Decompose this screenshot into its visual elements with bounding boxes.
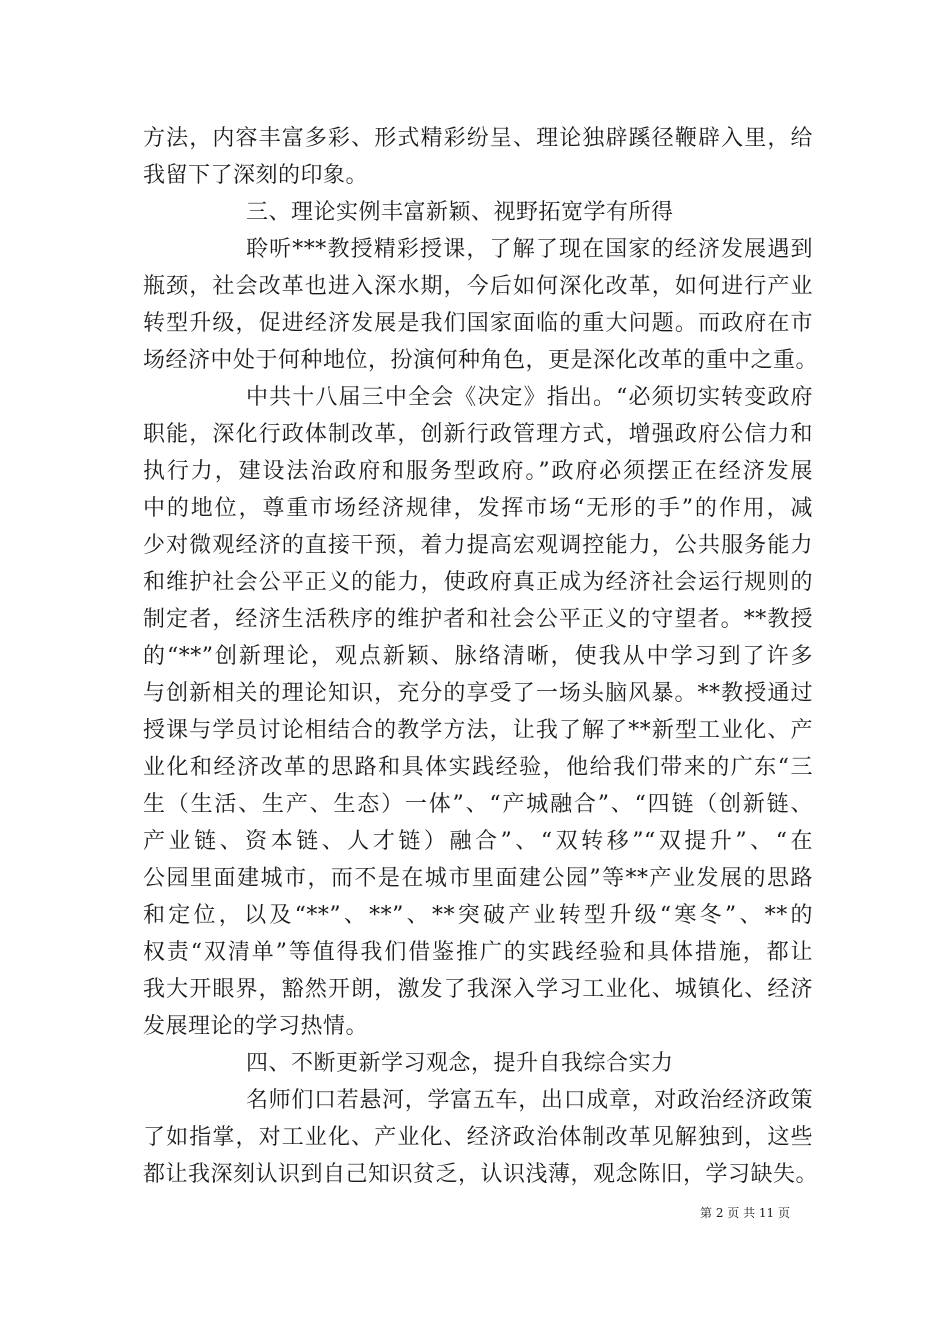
text-line: 我留下了深刻的印象。 bbox=[143, 163, 369, 188]
text-line: 少对微观经济的直接干预，着力提高宏观调控能力，公共服务能力 bbox=[143, 533, 813, 558]
text-line: 权责“双清单”等值得我们借鉴推广的实践经验和具体措施，都让 bbox=[143, 940, 813, 965]
text-line: 和维护社会公平正义的能力，使政府真正成为经济社会运行规则的 bbox=[143, 570, 813, 595]
text-line: 的“**”创新理论，观点新颖、脉络清晰，使我从中学习到了许多 bbox=[143, 644, 813, 669]
text-line: 我大开眼界，豁然开朗，激发了我深入学习工业化、城镇化、经济 bbox=[143, 977, 813, 1002]
text-line: 产业链、资本链、人才链）融合”、“双转移”“双提升”、“在 bbox=[143, 829, 813, 854]
text-line: 授课与学员讨论相结合的教学方法，让我了解了**新型工业化、产 bbox=[143, 718, 813, 743]
text-line: 方法，内容丰富多彩、形式精彩纷呈、理论独辟蹊径鞭辟入里，给 bbox=[143, 126, 813, 151]
text-line: 执行力，建设法治政府和服务型政府。”政府必须摆正在经济发展 bbox=[143, 459, 813, 484]
text-line: 都让我深刻认识到自己知识贫乏，认识浅薄，观念陈旧，学习缺失。 bbox=[143, 1162, 819, 1187]
section-heading-4: 四、不断更新学习观念，提升自我综合实力 bbox=[246, 1051, 674, 1076]
text-line: 发展理论的学习热情。 bbox=[143, 1014, 369, 1039]
text-line: 转型升级，促进经济发展是我们国家面临的重大问题。而政府在市 bbox=[143, 311, 813, 336]
text-line: 生（生活、生产、生态）一体”、“产城融合”、“四链（创新链、 bbox=[143, 792, 813, 817]
text-line: 职能，深化行政体制改革，创新行政管理方式，增强政府公信力和 bbox=[143, 422, 813, 447]
text-line: 中共十八届三中全会《决定》指出。“必须切实转变政府 bbox=[246, 385, 813, 410]
text-line: 名师们口若悬河，学富五车，出口成章，对政治经济政策 bbox=[246, 1088, 813, 1113]
text-line: 瓶颈，社会改革也进入深水期，今后如何深化改革，如何进行产业 bbox=[143, 274, 813, 299]
text-line: 聆听***教授精彩授课，了解了现在国家的经济发展遇到 bbox=[246, 237, 813, 262]
text-line: 了如指掌，对工业化、产业化、经济政治体制改革见解独到，这些 bbox=[143, 1125, 813, 1150]
text-line: 场经济中处于何种地位，扮演何种角色，更是深化改革的重中之重。 bbox=[143, 348, 819, 373]
text-line: 业化和经济改革的思路和具体实践经验，他给我们带来的广东“三 bbox=[143, 755, 813, 780]
text-line: 和定位，以及“**”、**”、**突破产业转型升级“寒冬”、**的 bbox=[143, 903, 813, 928]
page-number: 第 2 页 共 11 页 bbox=[700, 1206, 790, 1220]
text-line: 中的地位，尊重市场经济规律，发挥市场“无形的手”的作用，减 bbox=[143, 496, 813, 521]
text-line: 公园里面建城市，而不是在城市里面建公园”等**产业发展的思路 bbox=[143, 866, 813, 891]
text-line: 与创新相关的理论知识，充分的享受了一场头脑风暴。**教授通过 bbox=[143, 681, 813, 706]
text-line: 制定者，经济生活秩序的维护者和社会公平正义的守望者。**教授 bbox=[143, 607, 813, 632]
section-heading-3: 三、理论实例丰富新颖、视野拓宽学有所得 bbox=[246, 200, 674, 225]
